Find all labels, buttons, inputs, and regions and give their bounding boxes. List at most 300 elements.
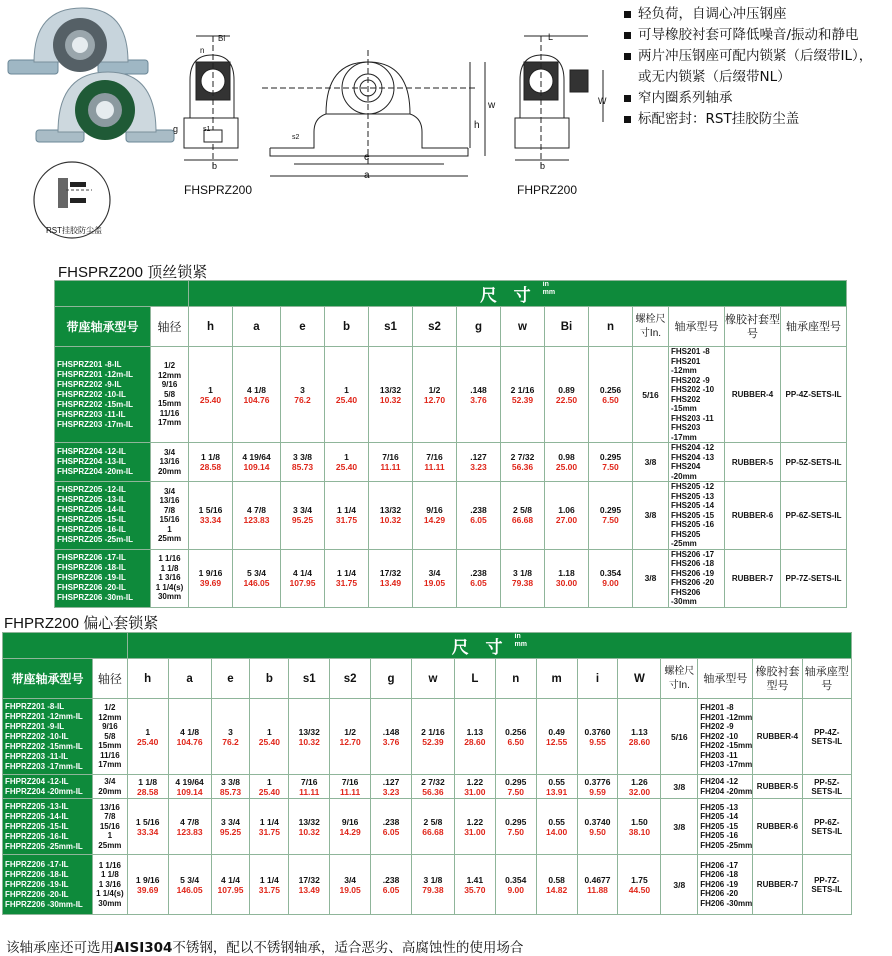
cell-line: FH206 -30mm [700,898,753,908]
cell-line: 13/16 [99,802,120,812]
column-header-row [55,307,847,347]
value-inch: 1.22 [466,776,484,787]
value-mm: 19.05 [423,578,446,588]
column-header-row [3,659,852,699]
dimension-cell [545,549,589,607]
unit-mm: mm [514,641,527,648]
dimension-cell [250,799,289,855]
value-mm: 85.73 [219,786,242,797]
value-inch: 3 3/4 [293,505,312,516]
dimension-cell [325,482,369,550]
dim-label: g [173,124,179,134]
value-mm: 25.40 [258,786,280,797]
dimension-cell [536,799,577,855]
value-inch: 1.13 [631,726,648,737]
dimension-cell [411,799,454,855]
feature-item: 或无内锁紧（后缀带NL） [638,69,791,85]
cell-line: FH203 -11 [700,750,738,760]
column-header: m [536,659,577,699]
drawing-caption-right: FHPRZ200 [517,183,578,197]
bearing-cell [669,347,725,443]
value-mm: 14.82 [545,884,568,895]
dimension-cell [127,855,168,915]
value-inch: 17/32 [298,874,320,885]
rubber-cell: RUBBER-6 [725,482,781,550]
value-inch: 0.4677 [584,874,611,885]
cell-line: FHS204 -13 [671,452,715,462]
value-inch: 4 1/8 [247,384,266,395]
value-mm: 27.00 [555,515,578,526]
column-header: s2 [413,307,457,347]
cell-line: FH201 -8 [700,703,734,713]
bolt-size-cell: 3/8 [633,549,669,607]
dimension-cell [454,799,495,855]
model-cell [55,443,151,482]
dim-label: b [540,161,546,171]
value-inch: 1.22 [466,816,484,827]
value-inch: 1 1/8 [201,452,220,462]
value-inch: 3 3/4 [221,816,240,827]
cell-line: FH201 -12mm [700,712,753,722]
cell-line: FHPRZ201 -9-IL [5,721,65,731]
housing-cell: PP-6Z-SETS-IL [802,799,851,855]
dimension-cell [127,775,168,799]
column-header: 带座轴承型号 [55,307,151,347]
dimension-band-row [55,281,847,307]
dimension-cell [501,347,545,443]
cell-line: FHSPRZ205 -12-IL [57,485,126,495]
value-mm: 79.38 [511,578,534,588]
dimension-cell [589,482,633,550]
value-inch: 13/32 [298,726,320,737]
cell-line: FH206 -18 [700,870,739,880]
feature-item: 标配密封：RST挂胶防尘盖 [622,109,890,130]
model-cell [3,699,93,775]
dimension-band-row [3,633,852,659]
table-row [55,443,847,482]
dimension-cell [281,443,325,482]
dimension-cell [330,855,371,915]
bolt-size-cell: 3/8 [661,855,698,915]
cell-line: FHPRZ206 -30mm-IL [5,899,83,909]
value-mm: 12.55 [545,736,568,747]
value-inch: 0.89 [558,384,575,395]
bore-cell [92,799,127,855]
dim-label: L [548,32,554,42]
value-mm: 6.05 [470,578,487,588]
feature-item: 轻负荷，自调心冲压钢座 [622,4,890,25]
value-mm: 9.55 [589,736,606,747]
bolt-size-cell: 3/8 [661,799,698,855]
dimension-cell [457,443,501,482]
column-header: 橡胶衬套型号 [753,659,802,699]
value-inch: 0.3740 [584,816,611,827]
housing-cell: PP-6Z-SETS-IL [781,482,847,550]
cell-line: 3/4 [104,777,116,786]
value-inch: 1.18 [558,568,575,578]
bearing-cell [698,699,753,775]
cell-line: 5/8 [163,389,176,399]
value-mm: 25.40 [137,736,159,747]
dimension-cell [495,855,536,915]
table-row [55,482,847,550]
value-inch: 13/32 [379,505,402,516]
cell-line: FH205 -16 [700,831,739,841]
value-mm: 13.49 [379,578,402,588]
dimension-cell [289,699,330,775]
dimension-cell [577,855,618,915]
cell-line: 1 [107,831,113,841]
value-inch: .238 [470,505,487,516]
dimension-cell [289,799,330,855]
value-mm: 11.11 [339,786,361,797]
value-mm: 123.83 [243,515,270,526]
dimension-cell [330,775,371,799]
value-inch: 0.295 [505,816,527,827]
value-inch: .238 [382,816,400,827]
cell-line: FH206 -17 [700,860,739,870]
value-mm: 25.00 [555,462,578,472]
value-mm: 13.91 [545,786,568,797]
value-inch: 1 [344,384,349,395]
value-mm: 85.73 [291,462,314,472]
rubber-cell: RUBBER-4 [725,347,781,443]
cell-line: FHS206 -19 [671,568,715,578]
value-inch: 0.256 [505,726,527,737]
column-header: w [411,659,454,699]
value-mm: 9.00 [602,578,619,588]
value-inch: 1.41 [466,874,484,885]
cell-line: FHSPRZ205 -14-IL [57,505,126,515]
value-inch: 13/32 [379,384,402,395]
cell-line: FHPRZ202 -15mm-IL [5,741,83,751]
value-mm: 10.32 [379,515,402,526]
column-header: 轴承座型号 [781,307,847,347]
bearing-cell [698,799,753,855]
cell-line: 1 1/8 [100,870,119,880]
cell-line: FHS205 -13 [671,491,715,501]
feature-item: 窄内圈系列轴承 [622,88,890,109]
value-mm: 25.40 [335,394,358,405]
cell-line: FHS202 -10 [671,385,715,394]
value-mm: 66.68 [422,826,444,837]
value-mm: 25.40 [258,736,280,747]
cell-line: 5/8 [104,731,116,741]
dimension-band [189,281,847,307]
dimension-cell [545,482,589,550]
dimension-cell [618,699,661,775]
dimension-cell [369,549,413,607]
dimension-cell [325,347,369,443]
model-cell [3,855,93,915]
value-mm: 9.00 [507,884,525,895]
housing-cell: PP-4Z-SETS-IL [802,699,851,775]
cell-line: FH202 -10 [700,731,739,741]
column-header: 带座轴承型号 [3,659,93,699]
value-mm: 52.39 [511,394,534,405]
dim-label: a [364,170,370,181]
cell-line: FHSPRZ206 -20-IL [57,583,126,592]
value-mm: 7.50 [602,462,619,472]
dim-label: s1 [203,126,211,133]
value-mm: 39.69 [199,578,222,588]
value-inch: 1.75 [631,874,648,885]
dimension-cell [168,699,211,775]
cell-line: 30mm [98,898,122,908]
value-inch: 4 1/4 [293,568,312,578]
dimension-cell [495,799,536,855]
dim-label: n [200,46,205,55]
value-mm: 3.76 [470,394,487,405]
value-mm: 25.40 [199,394,222,405]
dimension-band [127,633,851,659]
drawing-front-view [262,50,485,176]
value-mm: 11.88 [587,884,608,895]
cell-line: FHSPRZ206 -30m-IL [57,593,134,602]
value-mm: 14.29 [423,515,446,526]
value-inch: 3/4 [344,874,357,885]
dimension-cell [411,699,454,775]
feature-list [622,4,890,130]
value-inch: 0.3776 [584,776,611,787]
cell-line: FHS206 -18 [671,559,715,568]
value-mm: 28.60 [628,736,651,747]
value-inch: 5 3/4 [180,874,200,885]
value-inch: 1 9/16 [135,874,160,885]
dimension-cell [289,775,330,799]
dimension-cell [371,855,412,915]
value-mm: 146.05 [243,578,270,588]
value-mm: 44.50 [628,884,651,895]
dimension-cell [168,775,211,799]
model-cell [3,775,93,799]
cell-line: 13/16 [159,457,180,467]
unit-mm: mm [542,289,556,296]
model-cell [55,347,151,443]
dimension-cell [577,699,618,775]
bearing-cell [698,775,753,799]
cell-line: 13/16 [159,496,180,506]
value-mm: 56.36 [511,462,534,472]
value-mm: 9.50 [589,826,606,837]
value-mm: 31.75 [335,515,358,526]
value-inch: 1.13 [466,726,484,737]
cell-line: FHS205 -14 [671,501,715,510]
value-mm: 7.50 [602,515,619,526]
unit-in: in [542,281,549,288]
cell-line: 1 1/8 [160,563,179,573]
cell-line: FHPRZ203 -11-IL [5,751,69,761]
band-spacer [3,633,128,659]
dim-label: h [474,120,480,131]
value-inch: 0.55 [548,816,565,827]
dimension-cell [545,347,589,443]
dimension-cell [250,855,289,915]
cell-line: FHPRZ205 -16-IL [5,831,69,841]
value-inch: 0.3760 [584,726,611,737]
column-header: a [168,659,211,699]
cell-line: FHPRZ203 -17mm-IL [5,761,83,771]
note-material: AISI304 [114,940,173,956]
value-inch: 3 [300,384,305,395]
value-inch: 5 3/4 [247,568,266,578]
housing-cell: PP-7Z-SETS-IL [781,549,847,607]
dimension-cell [536,775,577,799]
column-header: b [325,307,369,347]
dimension-cell [413,443,457,482]
value-mm: 109.14 [176,786,203,797]
dimension-cell [371,799,412,855]
value-mm: 104.76 [176,736,203,747]
dimension-cell [233,549,281,607]
feature-item: 可导橡胶衬套可降低噪音/振动和静电 [622,25,890,46]
value-mm: 35.70 [464,884,486,895]
column-header: i [577,659,618,699]
dimension-cell [189,443,233,482]
dimension-cell [371,699,412,775]
bearing-cell [669,482,725,550]
dimension-cell [536,699,577,775]
cell-line: FHSPRZ205 -16-IL [57,525,126,535]
dimension-cell [211,699,250,775]
value-inch: 1 [344,452,349,462]
dimension-cell [536,855,577,915]
spec-table-fhsprz200 [54,280,847,608]
value-mm: 9.59 [589,786,606,797]
cell-line: 3/4 [163,486,176,496]
cell-line: FHSPRZ204 -12-IL [57,447,126,456]
value-mm: 6.50 [507,736,525,747]
note-text: 该轴承座还可选用 [6,940,114,956]
product-photo [36,72,174,142]
value-inch: 1 [145,726,151,737]
dimension-cell [495,775,536,799]
drawing-fhsprz200-side [184,36,238,170]
dimension-cell [250,699,289,775]
value-inch: 1 1/4 [259,874,279,885]
value-mm: 66.68 [511,515,534,526]
dimension-cell [211,775,250,799]
cell-line: 1/2 [104,703,116,713]
value-inch: 2 5/8 [423,816,443,827]
dimension-cell [189,549,233,607]
column-header: h [189,307,233,347]
unit-label [543,281,555,297]
value-mm: 6.05 [382,826,400,837]
cell-line: FHS204 -20mm [671,462,701,481]
dimension-cell [369,443,413,482]
value-inch: 1.06 [558,505,575,516]
value-inch: 3 1/8 [423,874,443,885]
cell-line: 25mm [98,840,122,850]
dimension-cell [413,549,457,607]
spec-table-fhprz200 [2,632,852,915]
value-mm: 6.50 [602,394,619,405]
cell-line: FH203 -17mm [700,760,753,770]
value-mm: 33.34 [199,515,222,526]
dimension-cell [618,855,661,915]
cell-line: 1 1/4(s) [96,889,124,899]
rubber-cell: RUBBER-7 [753,855,802,915]
drawing-caption-left: FHSPRZ200 [184,183,253,197]
dimension-cell [457,347,501,443]
value-mm: 28.58 [199,462,222,472]
value-mm: 95.25 [291,515,314,526]
value-mm: 56.36 [422,786,444,797]
housing-cell: PP-5Z-SETS-IL [781,443,847,482]
cell-line: 1 3/16 [158,573,181,583]
cell-line: FHS204 -12 [671,443,715,452]
value-mm: 28.60 [464,736,486,747]
value-inch: 4 1/8 [180,726,200,737]
cell-line: 9/16 [102,722,118,732]
dimension-cell [371,775,412,799]
column-header: W [618,659,661,699]
value-mm: 76.2 [222,736,239,747]
value-mm: 33.34 [137,826,159,837]
cell-line: FHPRZ205 -14-IL [5,811,69,821]
dim-label: W [598,96,607,106]
bore-cell [92,855,127,915]
table-row [3,799,852,855]
value-inch: 0.58 [548,874,565,885]
dimension-cell [413,347,457,443]
column-header: h [127,659,168,699]
value-mm: 30.00 [555,578,578,588]
dim-label: b [212,161,218,171]
cell-line: FH204 -20mm [700,786,753,796]
cell-line: 3/4 [163,447,176,457]
value-mm: 10.32 [298,826,320,837]
bolt-size-cell: 3/8 [633,482,669,550]
cell-line: FHPRZ202 -10-IL [5,731,69,741]
value-inch: 17/32 [379,568,402,578]
dimension-cell [168,855,211,915]
value-inch: .238 [382,874,400,885]
cell-line: FHSPRZ202 -15m-IL [57,399,134,409]
dimension-cell [411,775,454,799]
value-inch: 1.26 [631,776,648,787]
dimension-cell [325,443,369,482]
table-row [3,699,852,775]
dimension-cell [281,482,325,550]
dimension-cell [281,347,325,443]
column-header: 轴承座型号 [802,659,851,699]
cell-line: FHSPRZ205 -13-IL [57,495,126,505]
cell-line: FHS203 -11 [671,413,714,423]
value-mm: 31.75 [258,884,280,895]
value-mm: 25.40 [335,462,358,472]
rubber-cell: RUBBER-5 [753,775,802,799]
dimension-cell [545,443,589,482]
value-inch: 2 7/32 [510,452,535,462]
bore-cell [151,347,189,443]
value-mm: 107.95 [289,578,316,588]
value-inch: 1/2 [428,384,441,395]
value-mm: 12.70 [339,736,361,747]
dimension-cell [127,699,168,775]
cell-line: FHS203 -17mm [671,423,701,442]
cell-line: FHSPRZ201 -12m-IL [57,369,134,379]
cell-line: FHSPRZ204 -13-IL [57,457,126,466]
cell-line: FH205 -15 [700,821,739,831]
value-inch: 1 1/4 [259,816,279,827]
value-mm: 28.58 [137,786,159,797]
cell-line: FH206 -19 [700,879,739,889]
bolt-size-cell: 5/16 [661,699,698,775]
cell-line: 15/16 [159,515,180,525]
value-inch: 0.55 [548,776,565,787]
